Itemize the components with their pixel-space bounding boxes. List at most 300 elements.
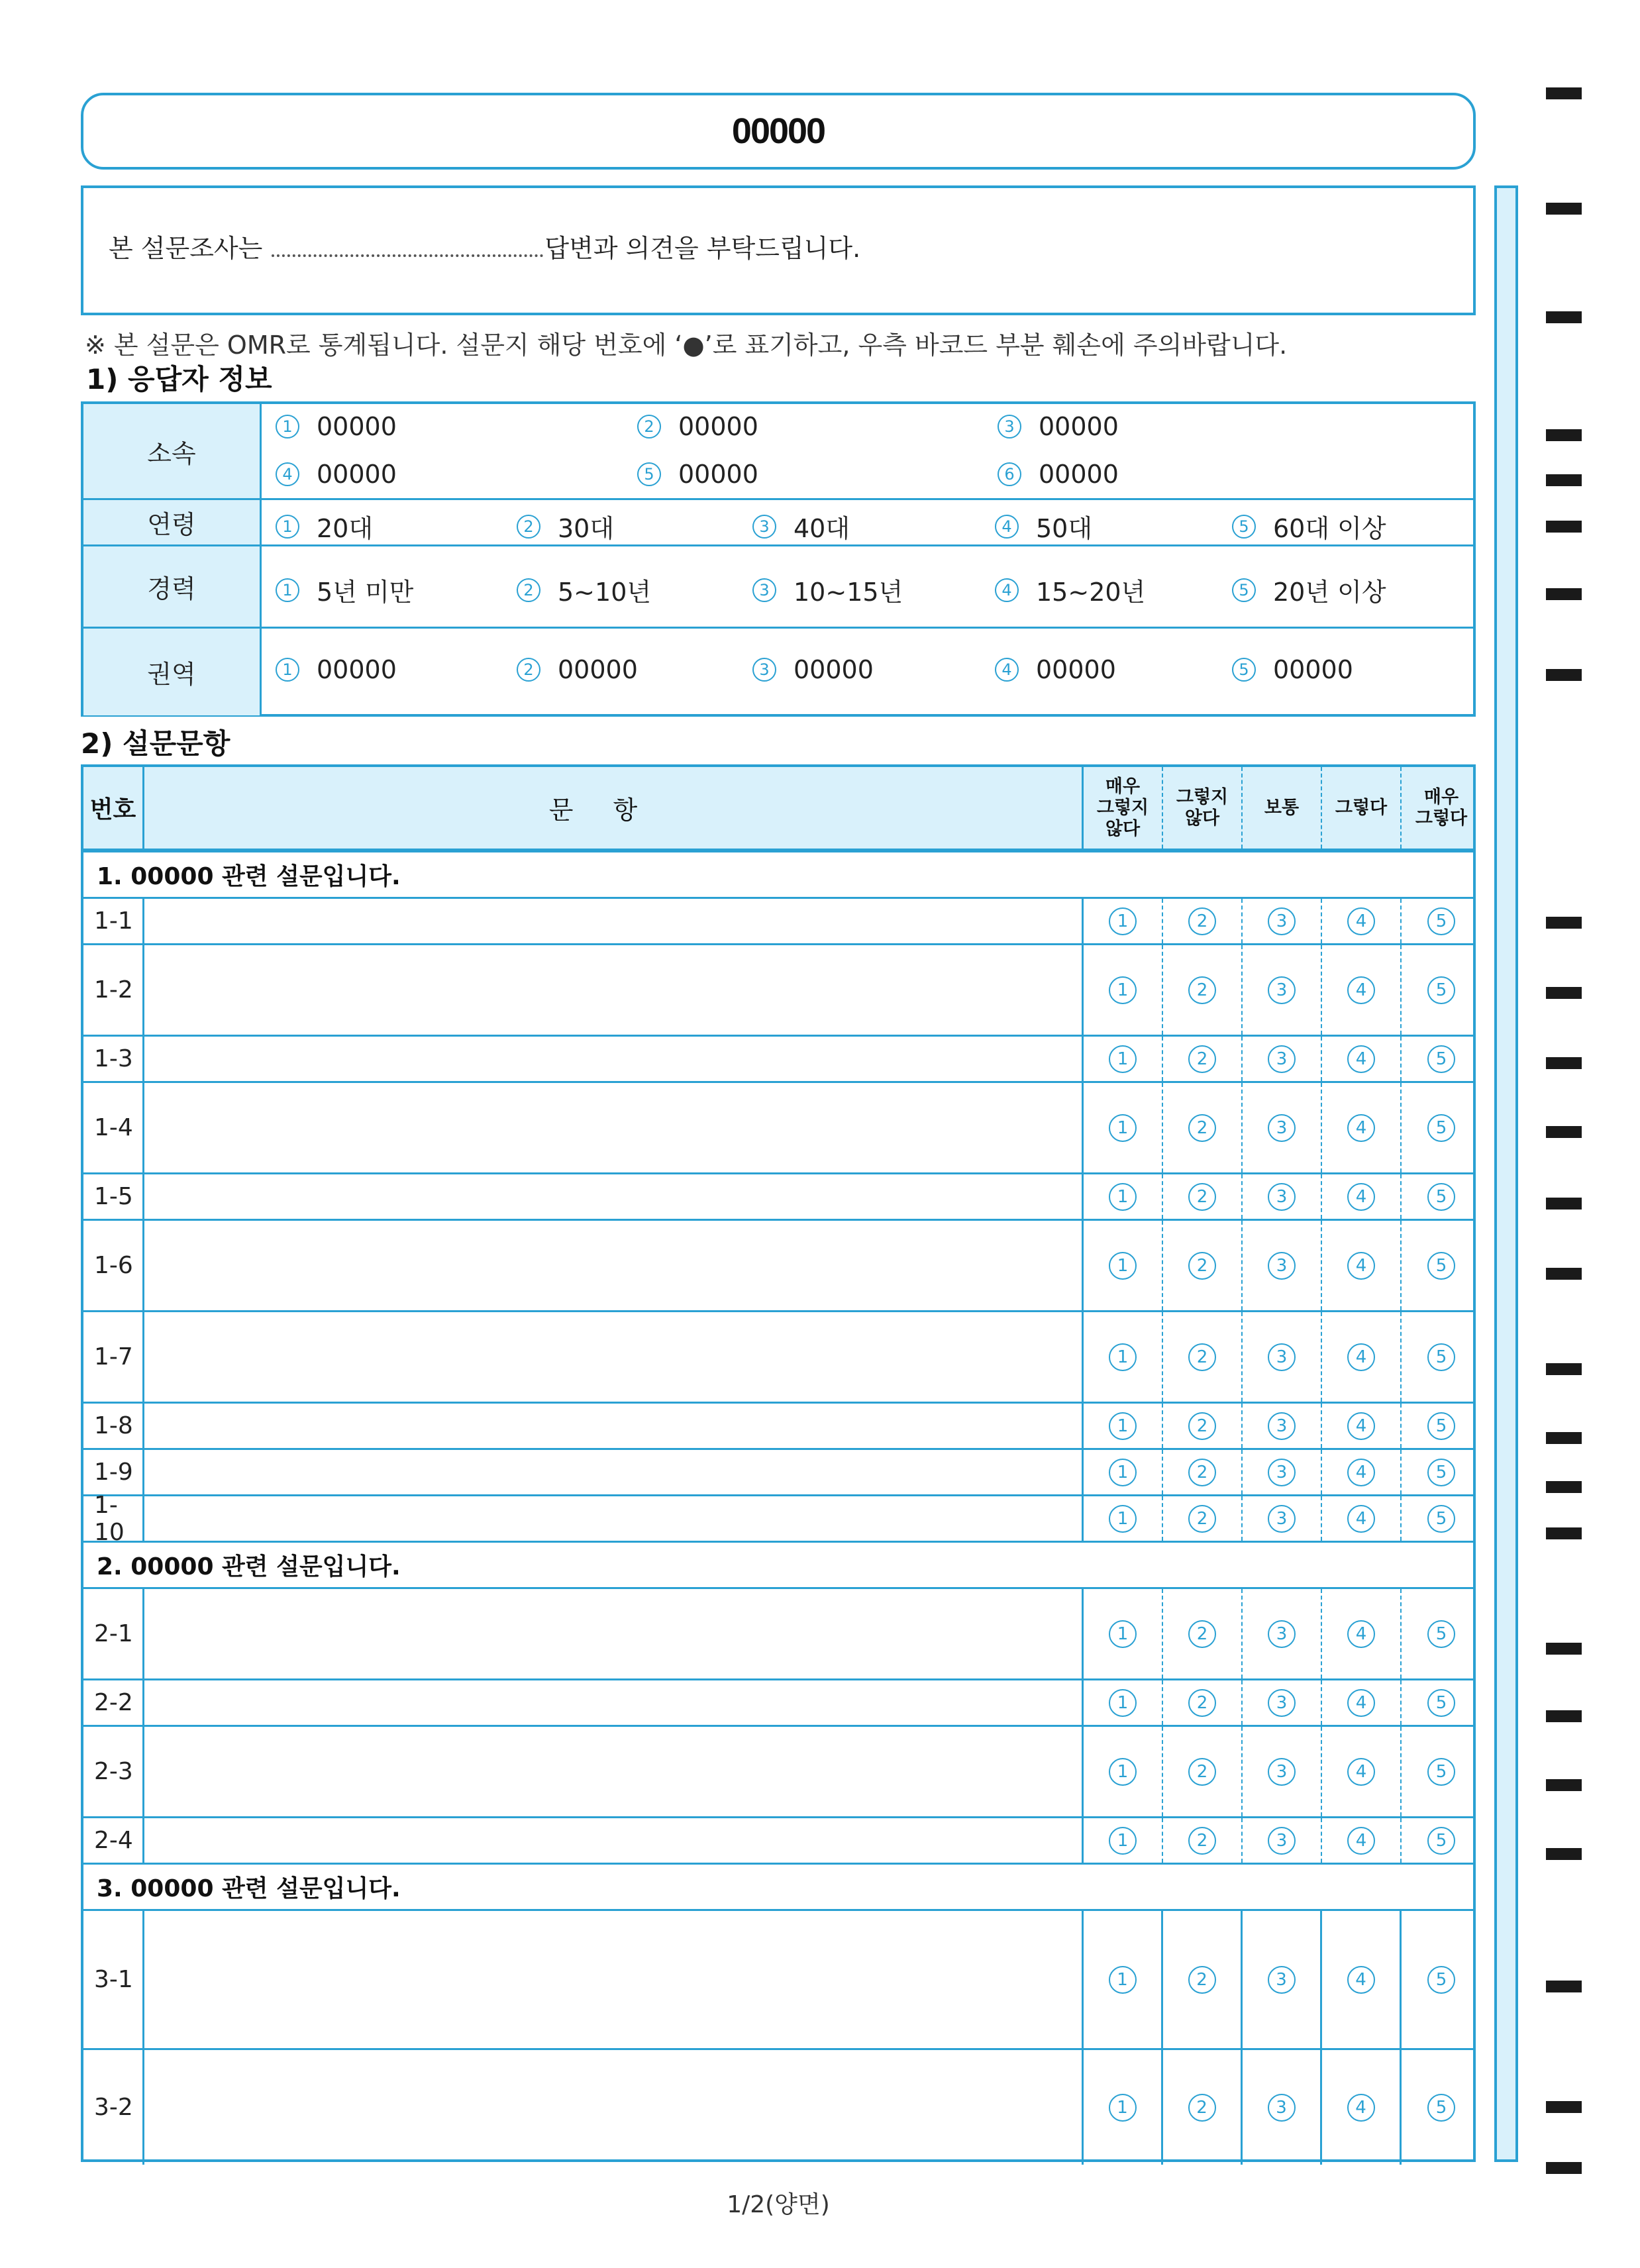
question-number: 2-3 (83, 1727, 144, 1816)
timing-mark (1546, 2101, 1582, 2113)
circle-number-icon: 3 (752, 515, 776, 539)
answer-bubble-3[interactable]: 3 (1268, 1505, 1296, 1533)
answer-bubble-1[interactable]: 1 (1109, 1689, 1137, 1717)
answer-cell (1402, 1404, 1481, 1448)
answer-bubble-5[interactable]: 5 (1427, 1459, 1455, 1486)
answer-cell (1402, 1037, 1481, 1081)
row-career (83, 544, 1473, 627)
answer-bubble-5[interactable]: 5 (1427, 1966, 1455, 1994)
answer-cell (1243, 1911, 1322, 2048)
question-text-cell (144, 1818, 1084, 1863)
circle-number-icon: 5 (1232, 658, 1256, 682)
option-text: 5~10년 (558, 578, 652, 607)
label-affiliation: 소속 (83, 404, 262, 498)
row-age (83, 498, 1473, 544)
answer-bubble-1[interactable]: 1 (1109, 1114, 1137, 1142)
answer-cell (1243, 1221, 1322, 1310)
answer-bubble-5[interactable]: 5 (1427, 1252, 1455, 1280)
circle-number-icon: 2 (517, 658, 540, 682)
answer-bubble-1[interactable]: 1 (1109, 1827, 1137, 1855)
answer-bubble-4[interactable]: 4 (1347, 1758, 1375, 1786)
answer-bubble-2[interactable]: 2 (1188, 1343, 1216, 1371)
question-number: 1-6 (83, 1221, 144, 1310)
answer-cell (1243, 1727, 1322, 1816)
answer-cell (1163, 1680, 1243, 1725)
label-age: 연령 (83, 500, 262, 544)
answer-bubble-3[interactable]: 3 (1268, 1758, 1296, 1786)
answer-cell (1084, 945, 1163, 1035)
answer-bubble-3[interactable]: 3 (1268, 1045, 1296, 1073)
timing-mark (1546, 311, 1582, 323)
answer-cell (1084, 1037, 1163, 1081)
answer-bubble-5[interactable]: 5 (1427, 1183, 1455, 1211)
answer-bubble-4[interactable]: 4 (1347, 1412, 1375, 1440)
option-text: 20대 (317, 514, 374, 543)
answer-cell (1322, 1221, 1402, 1310)
row-region (83, 627, 1473, 715)
label-region: 권역 (83, 629, 262, 715)
answer-bubble-5[interactable]: 5 (1427, 1689, 1455, 1717)
option-age-1[interactable] (276, 508, 373, 544)
timing-mark (1546, 987, 1582, 999)
answer-bubble-5[interactable]: 5 (1427, 1505, 1455, 1533)
answer-cell (1402, 1083, 1481, 1172)
answer-bubble-3[interactable]: 3 (1268, 2094, 1296, 2122)
answer-bubble-5[interactable]: 5 (1427, 1114, 1455, 1142)
answer-bubble-4[interactable]: 4 (1347, 1343, 1375, 1371)
answer-cell (1243, 1404, 1322, 1448)
header-scale-5: 매우 그렇다 (1415, 786, 1468, 829)
question-row (83, 1081, 1473, 1172)
page-number: 1/2(양면) (727, 2191, 830, 2218)
answer-bubble-5[interactable]: 5 (1427, 2094, 1455, 2122)
answer-cell (1402, 1312, 1481, 1402)
answer-bubble-4[interactable]: 4 (1347, 1689, 1375, 1717)
timing-mark (1546, 1710, 1582, 1722)
section-respondent-title: 1) 응답자 정보 (86, 363, 272, 395)
question-row (83, 1035, 1473, 1081)
answer-bubble-5[interactable]: 5 (1427, 1343, 1455, 1371)
answer-cell (1322, 1589, 1402, 1678)
answer-cell (1084, 1404, 1163, 1448)
answer-bubble-3[interactable]: 3 (1268, 1966, 1296, 1994)
answer-cell (1322, 1312, 1402, 1402)
option-age-2[interactable] (517, 508, 614, 544)
section-survey-title: 2) 설문문항 (81, 727, 231, 760)
timing-mark (1546, 2162, 1582, 2174)
answer-cell (1322, 1496, 1402, 1541)
question-row (83, 1402, 1473, 1448)
answer-cell (1402, 1174, 1481, 1219)
option-text: 00000 (1273, 655, 1353, 684)
answer-bubble-3[interactable]: 3 (1268, 907, 1296, 935)
answer-bubble-3[interactable]: 3 (1268, 1459, 1296, 1486)
question-row (83, 943, 1473, 1035)
intro-blank-line[interactable] (272, 234, 543, 257)
answer-bubble-4[interactable]: 4 (1347, 1252, 1375, 1280)
question-text-cell (144, 1312, 1084, 1402)
answer-cell (1402, 945, 1481, 1035)
question-text-cell (144, 1221, 1084, 1310)
answer-bubble-3[interactable]: 3 (1268, 1183, 1296, 1211)
circle-number-icon: 2 (637, 415, 661, 438)
answer-bubble-4[interactable]: 4 (1347, 1045, 1375, 1073)
answer-bubble-5[interactable]: 5 (1427, 1620, 1455, 1648)
answer-bubble-4[interactable]: 4 (1347, 1827, 1375, 1855)
option-career-4[interactable] (995, 572, 1145, 608)
option-affiliation-6[interactable] (998, 460, 1119, 489)
option-affiliation-5[interactable] (637, 460, 758, 489)
option-affiliation-3[interactable] (998, 412, 1119, 441)
question-row (83, 1587, 1473, 1678)
answer-bubble-4[interactable]: 4 (1347, 1459, 1375, 1486)
answer-bubble-1[interactable]: 1 (1109, 2094, 1137, 2122)
answer-bubble-2[interactable]: 2 (1188, 2094, 1216, 2122)
label-career: 경력 (83, 546, 262, 627)
answer-cell (1322, 1450, 1402, 1494)
answer-cell (1243, 1680, 1322, 1725)
timing-mark (1546, 203, 1582, 215)
section-row-1 (83, 850, 1473, 897)
option-affiliation-1[interactable] (276, 412, 397, 441)
option-text: 20년 이상 (1273, 578, 1386, 607)
answer-bubble-1[interactable]: 1 (1109, 976, 1137, 1004)
answer-cell (1402, 899, 1481, 943)
question-text-cell (144, 2050, 1084, 2165)
answer-cell (1243, 2050, 1322, 2165)
timing-mark (1546, 474, 1582, 486)
circle-number-icon: 2 (517, 515, 540, 539)
answer-cell (1243, 945, 1322, 1035)
respondent-info-table (81, 401, 1476, 717)
question-text-cell (144, 1174, 1084, 1219)
header-scale-1: 매우 그렇지 않다 (1084, 767, 1163, 849)
answer-cell (1163, 945, 1243, 1035)
option-text: 10~15년 (794, 578, 903, 607)
section-row-label: 3. 00000 관련 설문입니다. (97, 1875, 401, 1902)
row-affiliation (83, 404, 1473, 498)
circle-number-icon: 4 (995, 658, 1019, 682)
option-career-5[interactable] (1232, 572, 1386, 608)
answer-bubble-4[interactable]: 4 (1347, 1114, 1375, 1142)
answer-bubble-2[interactable]: 2 (1188, 976, 1216, 1004)
survey-title: 00000 (731, 111, 825, 151)
answer-bubble-1[interactable]: 1 (1109, 1183, 1137, 1211)
question-text-cell (144, 1083, 1084, 1172)
answer-bubble-4[interactable]: 4 (1347, 1505, 1375, 1533)
answer-cell (1163, 1911, 1243, 2048)
answer-bubble-4[interactable]: 4 (1347, 2094, 1375, 2122)
question-number: 1-2 (83, 945, 144, 1035)
answer-cell (1243, 1083, 1322, 1172)
section-row-label: 1. 00000 관련 설문입니다. (97, 863, 401, 890)
answer-cell (1084, 1911, 1163, 2048)
timing-mark (1546, 87, 1582, 99)
answer-cell (1243, 1174, 1322, 1219)
answer-cell (1402, 1911, 1481, 2048)
answer-bubble-1[interactable]: 1 (1109, 907, 1137, 935)
question-text-cell (144, 1450, 1084, 1494)
answer-bubble-3[interactable]: 3 (1268, 1689, 1296, 1717)
option-career-2[interactable] (517, 572, 651, 608)
answer-bubble-2[interactable]: 2 (1188, 1689, 1216, 1717)
answer-bubble-3[interactable]: 3 (1268, 1412, 1296, 1440)
timing-mark (1546, 1198, 1582, 1210)
answer-bubble-5[interactable]: 5 (1427, 976, 1455, 1004)
omr-notice: ※ 본 설문은 OMR로 통계됩니다. 설문지 해당 번호에 ‘●’로 표기하고, 우측 바코드 부분 훼손에 주의바랍니다. (85, 331, 1288, 360)
answer-cell (1402, 1589, 1481, 1678)
question-row (83, 1219, 1473, 1310)
timing-mark (1546, 1643, 1582, 1655)
option-age-3[interactable] (752, 508, 850, 544)
answer-bubble-1[interactable]: 1 (1109, 1412, 1137, 1440)
answer-bubble-1[interactable]: 1 (1109, 1505, 1137, 1533)
header-question: 문항 (144, 767, 1084, 849)
question-text-cell (144, 1680, 1084, 1725)
option-region-1[interactable] (276, 655, 397, 684)
answer-bubble-2[interactable]: 2 (1188, 1827, 1216, 1855)
timing-mark (1546, 917, 1582, 929)
circle-number-icon: 4 (995, 515, 1019, 539)
question-text-cell (144, 1589, 1084, 1678)
answer-bubble-4[interactable]: 4 (1347, 907, 1375, 935)
answer-cell (1084, 1312, 1163, 1402)
option-text: 50대 (1036, 514, 1093, 543)
option-career-1[interactable] (276, 572, 413, 608)
answer-cell (1243, 899, 1322, 943)
option-text: 00000 (317, 460, 397, 489)
timing-mark (1546, 1848, 1582, 1860)
question-number: 2-4 (83, 1818, 144, 1863)
timing-mark (1546, 1126, 1582, 1138)
answer-bubble-2[interactable]: 2 (1188, 1505, 1216, 1533)
answer-bubble-4[interactable]: 4 (1347, 1966, 1375, 1994)
answer-cell (1084, 2050, 1163, 2165)
option-age-5[interactable] (1232, 508, 1386, 544)
option-region-3[interactable] (752, 655, 874, 684)
question-row (83, 1491, 1473, 1546)
answer-cell (1243, 1312, 1322, 1402)
intro-after: 답변과 의견을 부탁드립니다. (544, 234, 861, 263)
question-number: 2-1 (83, 1589, 144, 1678)
answer-bubble-2[interactable]: 2 (1188, 1183, 1216, 1211)
answer-cell (1322, 1680, 1402, 1725)
answer-cell (1402, 1496, 1481, 1541)
option-text: 30대 (558, 514, 615, 543)
circle-number-icon: 5 (637, 462, 661, 486)
answer-cell (1243, 1450, 1322, 1494)
circle-number-icon: 5 (1232, 578, 1256, 602)
question-text-cell (144, 899, 1084, 943)
timing-mark (1546, 588, 1582, 600)
section-row-3 (83, 1863, 1473, 1909)
option-text: 40대 (794, 514, 850, 543)
answer-cell (1163, 1174, 1243, 1219)
answer-cell (1163, 899, 1243, 943)
option-region-4[interactable] (995, 655, 1116, 684)
answer-cell (1243, 1496, 1322, 1541)
answer-bubble-5[interactable]: 5 (1427, 1758, 1455, 1786)
timing-mark (1546, 1779, 1582, 1791)
answer-bubble-2[interactable]: 2 (1188, 1620, 1216, 1648)
question-number: 3-2 (83, 2050, 144, 2165)
option-text: 00000 (678, 412, 758, 441)
circle-number-icon: 6 (998, 462, 1021, 486)
header-scale-3: 보통 (1243, 767, 1322, 849)
answer-bubble-2[interactable]: 2 (1188, 907, 1216, 935)
question-text-cell (144, 945, 1084, 1035)
circle-number-icon: 3 (998, 415, 1021, 438)
answer-cell (1084, 1083, 1163, 1172)
answer-cell (1084, 1221, 1163, 1310)
timing-mark (1546, 1481, 1582, 1493)
answer-cell (1402, 1727, 1481, 1816)
answer-cell (1322, 945, 1402, 1035)
answer-cell (1322, 1404, 1402, 1448)
answer-bubble-1[interactable]: 1 (1109, 1252, 1137, 1280)
question-number: 1-7 (83, 1312, 144, 1402)
answer-bubble-1[interactable]: 1 (1109, 1459, 1137, 1486)
answer-bubble-2[interactable]: 2 (1188, 1412, 1216, 1440)
answer-cell (1163, 1450, 1243, 1494)
timing-mark (1546, 521, 1582, 533)
answer-bubble-2[interactable]: 2 (1188, 1966, 1216, 1994)
option-text: 00000 (794, 655, 874, 684)
answer-bubble-4[interactable]: 4 (1347, 1183, 1375, 1211)
circle-number-icon: 3 (752, 578, 776, 602)
question-row (83, 897, 1473, 943)
answer-bubble-5[interactable]: 5 (1427, 1827, 1455, 1855)
answer-bubble-1[interactable]: 1 (1109, 1966, 1137, 1994)
timing-mark (1546, 429, 1582, 441)
answer-bubble-5[interactable]: 5 (1427, 907, 1455, 935)
title-box (81, 93, 1476, 170)
question-row (83, 1725, 1473, 1816)
question-number: 1-4 (83, 1083, 144, 1172)
question-number: 1-10 (83, 1496, 144, 1541)
question-text-cell (144, 1727, 1084, 1816)
answer-cell (1084, 1450, 1163, 1494)
section-row-label: 2. 00000 관련 설문입니다. (97, 1553, 401, 1580)
question-number: 1-5 (83, 1174, 144, 1219)
option-region-2[interactable] (517, 655, 638, 684)
answer-bubble-3[interactable]: 3 (1268, 1343, 1296, 1371)
option-text: 00000 (1036, 655, 1116, 684)
answer-cell (1322, 2050, 1402, 2165)
answer-bubble-2[interactable]: 2 (1188, 1114, 1216, 1142)
answer-cell (1163, 1083, 1243, 1172)
answer-cell (1084, 1496, 1163, 1541)
answer-bubble-3[interactable]: 3 (1268, 976, 1296, 1004)
circle-number-icon: 1 (276, 415, 299, 438)
question-text-cell (144, 1037, 1084, 1081)
question-text-cell (144, 1404, 1084, 1448)
question-row (83, 1816, 1473, 1863)
answer-bubble-4[interactable]: 4 (1347, 1620, 1375, 1648)
answer-bubble-4[interactable]: 4 (1347, 976, 1375, 1004)
answer-cell (1084, 1818, 1163, 1863)
answer-cell (1402, 1680, 1481, 1725)
timing-mark (1546, 669, 1582, 681)
answer-cell (1322, 1174, 1402, 1219)
answer-cell (1163, 1312, 1243, 1402)
survey-table (81, 764, 1476, 2162)
circle-number-icon: 2 (517, 578, 540, 602)
circle-number-icon: 1 (276, 515, 299, 539)
question-number: 3-1 (83, 1911, 144, 2048)
answer-cell (1163, 1404, 1243, 1448)
option-text: 00000 (1039, 412, 1119, 441)
question-row (83, 1310, 1473, 1402)
option-text: 00000 (317, 412, 397, 441)
option-career-3[interactable] (752, 572, 903, 608)
timing-mark (1546, 1527, 1582, 1539)
option-affiliation-2[interactable] (637, 412, 758, 441)
section-row-2 (83, 1541, 1473, 1587)
question-text-cell (144, 1911, 1084, 2048)
option-text: 00000 (678, 460, 758, 489)
question-row (83, 2048, 1473, 2165)
timing-mark (1546, 1363, 1582, 1375)
survey-table-header (83, 767, 1473, 850)
header-scale-4: 그렇다 (1322, 767, 1402, 849)
option-region-5[interactable] (1232, 655, 1353, 684)
answer-bubble-1[interactable]: 1 (1109, 1343, 1137, 1371)
header-scale-2: 그렇지 않다 (1163, 767, 1243, 849)
option-age-4[interactable] (995, 508, 1092, 544)
answer-bubble-2[interactable]: 2 (1188, 1459, 1216, 1486)
answer-bubble-3[interactable]: 3 (1268, 1620, 1296, 1648)
answer-bubble-3[interactable]: 3 (1268, 1252, 1296, 1280)
circle-number-icon: 4 (995, 578, 1019, 602)
timing-mark (1546, 1432, 1582, 1444)
timing-mark (1546, 1268, 1582, 1280)
circle-number-icon: 1 (276, 658, 299, 682)
answer-cell (1163, 1496, 1243, 1541)
answer-bubble-5[interactable]: 5 (1427, 1412, 1455, 1440)
answer-cell (1084, 899, 1163, 943)
answer-bubble-2[interactable]: 2 (1188, 1045, 1216, 1073)
answer-bubble-3[interactable]: 3 (1268, 1114, 1296, 1142)
answer-bubble-2[interactable]: 2 (1188, 1758, 1216, 1786)
answer-cell (1322, 1037, 1402, 1081)
answer-bubble-5[interactable]: 5 (1427, 1045, 1455, 1073)
question-number: 2-2 (83, 1680, 144, 1725)
answer-bubble-1[interactable]: 1 (1109, 1758, 1137, 1786)
option-text: 5년 미만 (317, 578, 414, 607)
question-row (83, 1448, 1473, 1494)
question-row (83, 1909, 1473, 2048)
circle-number-icon: 5 (1232, 515, 1256, 539)
intro-before: 본 설문조사는 (109, 234, 271, 263)
question-number: 1-8 (83, 1404, 144, 1448)
answer-bubble-1[interactable]: 1 (1109, 1620, 1137, 1648)
option-affiliation-4[interactable] (276, 460, 397, 489)
timing-mark (1546, 1981, 1582, 1992)
answer-bubble-2[interactable]: 2 (1188, 1252, 1216, 1280)
option-text: 60대 이상 (1273, 514, 1386, 543)
circle-number-icon: 3 (752, 658, 776, 682)
answer-bubble-1[interactable]: 1 (1109, 1045, 1137, 1073)
circle-number-icon: 4 (276, 462, 299, 486)
answer-cell (1322, 1818, 1402, 1863)
answer-cell (1163, 1727, 1243, 1816)
question-number: 1-1 (83, 899, 144, 943)
option-text: 00000 (317, 655, 397, 684)
answer-bubble-3[interactable]: 3 (1268, 1827, 1296, 1855)
option-text: 00000 (558, 655, 638, 684)
answer-cell (1243, 1037, 1322, 1081)
